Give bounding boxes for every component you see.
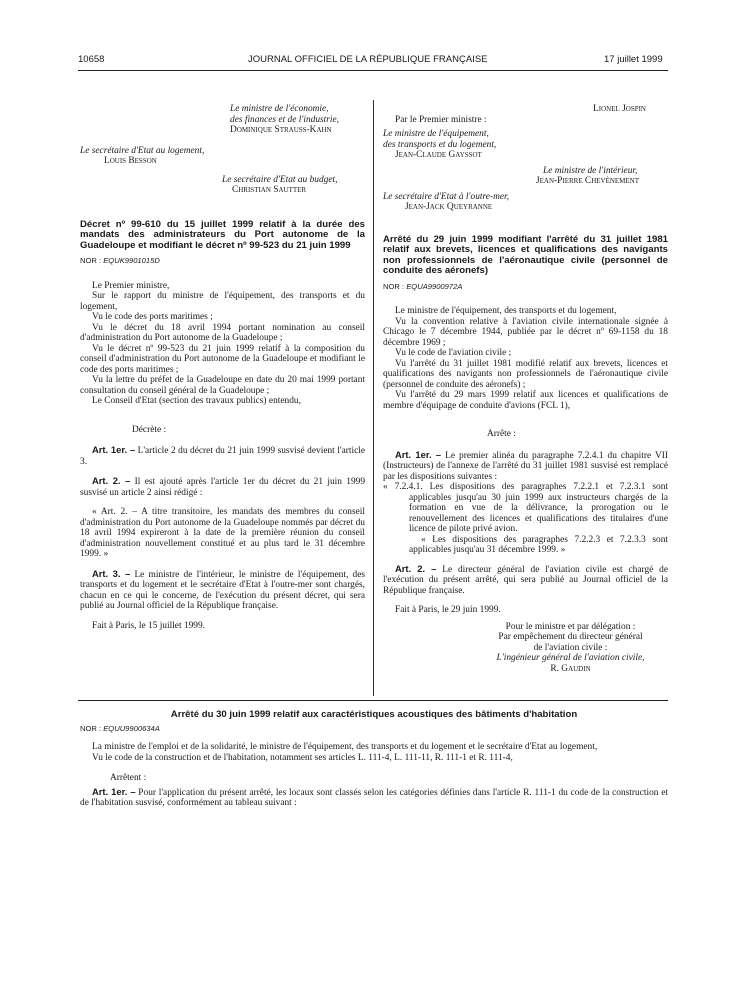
- decree-paragraph: Vu le décret du 18 avril 1994 portant nomination au conseil d'administration du Port autonome de la Guadeloupe ;: [80, 322, 365, 344]
- arrete-heading: Arrête :: [487, 429, 516, 440]
- bottom-paragraph: La ministre de l'emploi et de la solidarité, le ministre de l'équipement, des transports et du logement et le secrétaire d'Etat au logement,: [92, 742, 598, 753]
- arrete-paragraph: Vu l'arrêté du 31 juillet 1981 modifié relatif aux brevets, licences et qualifications des navigants non professionnels de l'aéronautique civile (personnel de conduite des aéronefs) ;: [383, 358, 668, 390]
- decree-article-2-quote: « Art. 2. – A titre transitoire, les mandats des membres du conseil d'administration du Port autonome de la Guadeloupe nommés par décret du 18 avril 1994 expireront à la date de la première réunion du conseil d'administration nouvellement constitué et au plus tard le 31 décembre 1999. »: [80, 507, 365, 560]
- article-label: Art. 1er. –: [92, 785, 136, 797]
- nor-code: EQUA9900972A: [406, 281, 463, 291]
- decree-paragraph: Vu la lettre du préfet de la Guadeloupe en date du 20 mai 1999 portant consultation du conseil général de la Guadeloupe ;: [80, 375, 365, 396]
- signature-name: Louis Besson: [104, 156, 157, 166]
- arrete-paragraph: Vu le code de l'aviation civile ;: [395, 348, 512, 359]
- article-label: Art. 3. –: [92, 567, 131, 579]
- article-text: Le premier alinéa du paragraphe 7.2.4.1 du chapitre VII (Instructeurs) de l'annexe de l'arrêté du 31 juillet 1981 susvisé est remplacé par les dispositions suivantes :: [383, 450, 669, 482]
- signature-line: de l'aviation civile :: [533, 642, 608, 653]
- bottom-nor: [80, 724, 668, 735]
- decree-paragraph: Le Conseil d'Etat (section des travaux publics) entendu,: [92, 396, 301, 407]
- nor-label: NOR :: [80, 723, 102, 733]
- signature-title: Le ministre de l'économie,: [230, 104, 329, 114]
- left-column: [80, 104, 365, 631]
- signature-intro: Par le Premier ministre :: [395, 114, 487, 125]
- decree-article-1: [80, 445, 365, 467]
- article-text: Pour l'application du présent arrêté, les locaux sont classés selon les catégories définies dans l'article R. 111-1 du code de la construction et de l'habitation susvisé, conformément au tableau suivant :: [80, 787, 668, 809]
- signature-title: L'ingénieur général de l'aviation civile,: [496, 653, 645, 664]
- nor-label: NOR :: [80, 256, 102, 266]
- article-text: Le ministre de l'intérieur, le ministre de l'équipement, des transports et du logement et le secrétaire d'Etat à l'outre-mer sont chargés, chacun en ce qui le concerne, de l'exécution du présent décret, qui sera publié au Journal officiel de la République française.: [80, 569, 366, 612]
- arrete-fait: Fait à Paris, le 29 juin 1999.: [395, 605, 501, 616]
- decree-paragraph: Vu le code des ports maritimes ;: [92, 312, 213, 323]
- arrete-article-2: [383, 564, 668, 597]
- article-text: Il est ajouté après l'article 1er du décret du 21 juin 1999 susvisé un article 2 ainsi rédigé :: [80, 477, 366, 498]
- arrete-section: [383, 235, 668, 675]
- signature-title: Le secrétaire d'Etat au logement,: [80, 145, 205, 156]
- signature-title: des finances et de l'industrie,: [230, 114, 340, 125]
- arrete-paragraph: Le ministre de l'équipement, des transports et du logement,: [395, 306, 617, 317]
- bottom-paragraph: Vu le code de la construction et de l'habitation, notamment ses articles L. 111-4, L. 111-11, R. 111-1 et R. 111-4,: [92, 752, 513, 763]
- section-rule: [78, 700, 668, 701]
- arrete-nor: [383, 282, 668, 293]
- arrete-quote-2: « Les dispositions des paragraphes 7.2.2.3 et 7.2.3.3 sont applicables jusqu'au 31 décembre 1999. »: [409, 534, 668, 556]
- arretent-heading: Arrêtent :: [110, 773, 147, 784]
- signature-line: Par empêchement du directeur général: [498, 632, 643, 643]
- decree-paragraph: Sur le rapport du ministre de l'équipement, des transports et du logement,: [80, 291, 365, 312]
- signature-title: Le secrétaire d'Etat au budget,: [222, 174, 338, 185]
- signature-logement: [80, 146, 365, 167]
- arrete-article-1: [383, 450, 668, 483]
- article-text: L'article 2 du décret du 21 juin 1999 susvisé devient l'article 3.: [80, 446, 365, 467]
- signature-name: Jean-Jack Queyranne: [405, 202, 493, 212]
- article-label: Art. 2. –: [395, 562, 437, 574]
- decree-section: [80, 220, 365, 632]
- signature-line: Pour le ministre et par délégation :: [505, 621, 636, 632]
- decree-article-3: [80, 569, 365, 612]
- signature-economie: [80, 104, 365, 136]
- bottom-section: [80, 710, 668, 809]
- article-label: Art. 1er. –: [92, 444, 136, 456]
- journal-title: JOURNAL OFFICIEL DE LA RÉPUBLIQUE FRANÇAISE: [248, 54, 488, 65]
- signature-title: Le secrétaire d'Etat à l'outre-mer,: [383, 191, 509, 202]
- signature-title: Le ministre de l'intérieur,: [543, 165, 638, 176]
- article-label: Art. 1er. –: [395, 448, 442, 460]
- arrete-signature: [383, 622, 668, 675]
- signature-name: Christian Sautter: [232, 185, 307, 195]
- arrete-title: Arrêté du 29 juin 1999 modifiant l'arrêté du 31 juillet 1981 relatif aux brevets, licences et qualifications des navigants non professionnels de l'aéronautique civile (personnel de conduite des aéronefs): [383, 233, 668, 277]
- decree-fait: Fait à Paris, le 15 juillet 1999.: [92, 620, 206, 631]
- arrete-paragraph: Vu la convention relative à l'aviation civile internationale signée à Chicago le 7 décembre 1944, publiée par le décret nº 69-1158 du 18 décembre 1969 ;: [383, 316, 668, 348]
- article-text: Le directeur général de l'aviation civile est chargé de l'exécution du présent arrêté, qui sera publié au Journal officiel de la République française.: [383, 564, 668, 596]
- decree-paragraph: Vu le décret nº 99-523 du 21 juin 1999 relatif à la composition du conseil d'administration du Port autonome de la Guadeloupe et modifiant le code des ports maritimes ;: [80, 343, 365, 375]
- right-column: [383, 104, 668, 674]
- header-date: 17 juillet 1999: [604, 54, 663, 65]
- signature-name: Jean-Pierre Chevènement: [536, 176, 640, 186]
- decree-article-2: [80, 476, 365, 498]
- nor-code: EQUU9900634A: [103, 723, 160, 733]
- bottom-article-1: [80, 787, 668, 809]
- column-divider: [373, 100, 374, 696]
- decrete-heading: Décrète :: [132, 424, 167, 435]
- nor-label: NOR :: [383, 281, 405, 291]
- decree-title: Décret nº 99-610 du 15 juillet 1999 relatif à la durée des mandats des administrateurs du Port autonome de la Guadeloupe et modifiant le décret nº 99-523 du 21 juin 1999: [80, 218, 365, 251]
- arrete-paragraph: Vu l'arrêté du 29 mars 1999 relatif aux licences et qualifications de membre d'équipage de conduite d'avions (FCL 1),: [383, 390, 668, 411]
- signature-name: Lionel Jospin: [593, 104, 646, 114]
- signature-budget: [80, 175, 365, 196]
- signature-title: Le ministre de l'équipement,: [383, 129, 489, 139]
- signature-name: Jean-Claude Gayssot: [395, 150, 482, 160]
- decree-nor: [80, 256, 365, 267]
- page-number: 10658: [78, 54, 105, 65]
- signature-name: Dominique Strauss-Kahn: [230, 125, 332, 135]
- bottom-title: Arrêté du 30 juin 1999 relatif aux caractéristiques acoustiques des bâtiments d'habitation: [170, 709, 578, 720]
- signature-name: R. Gaudin: [550, 663, 591, 674]
- signature-title: des transports et du logement,: [383, 139, 497, 150]
- nor-code: EQUK9901015D: [103, 256, 160, 266]
- article-label: Art. 2. –: [92, 475, 131, 487]
- decree-paragraph: Le Premier ministre,: [92, 280, 170, 291]
- header-rule: [78, 70, 668, 71]
- arrete-quote-1: « 7.2.4.1. Les dispositions des paragraphes 7.2.2.1 et 7.2.3.1 sont applicables jusqu'au 30 juin 1999 aux instructeurs chargés de la formation en vue de la délivrance, la prorogation ou le renouvellement des licences et qualifications des titulaires d'une licence de pilote privé avion.: [383, 482, 668, 535]
